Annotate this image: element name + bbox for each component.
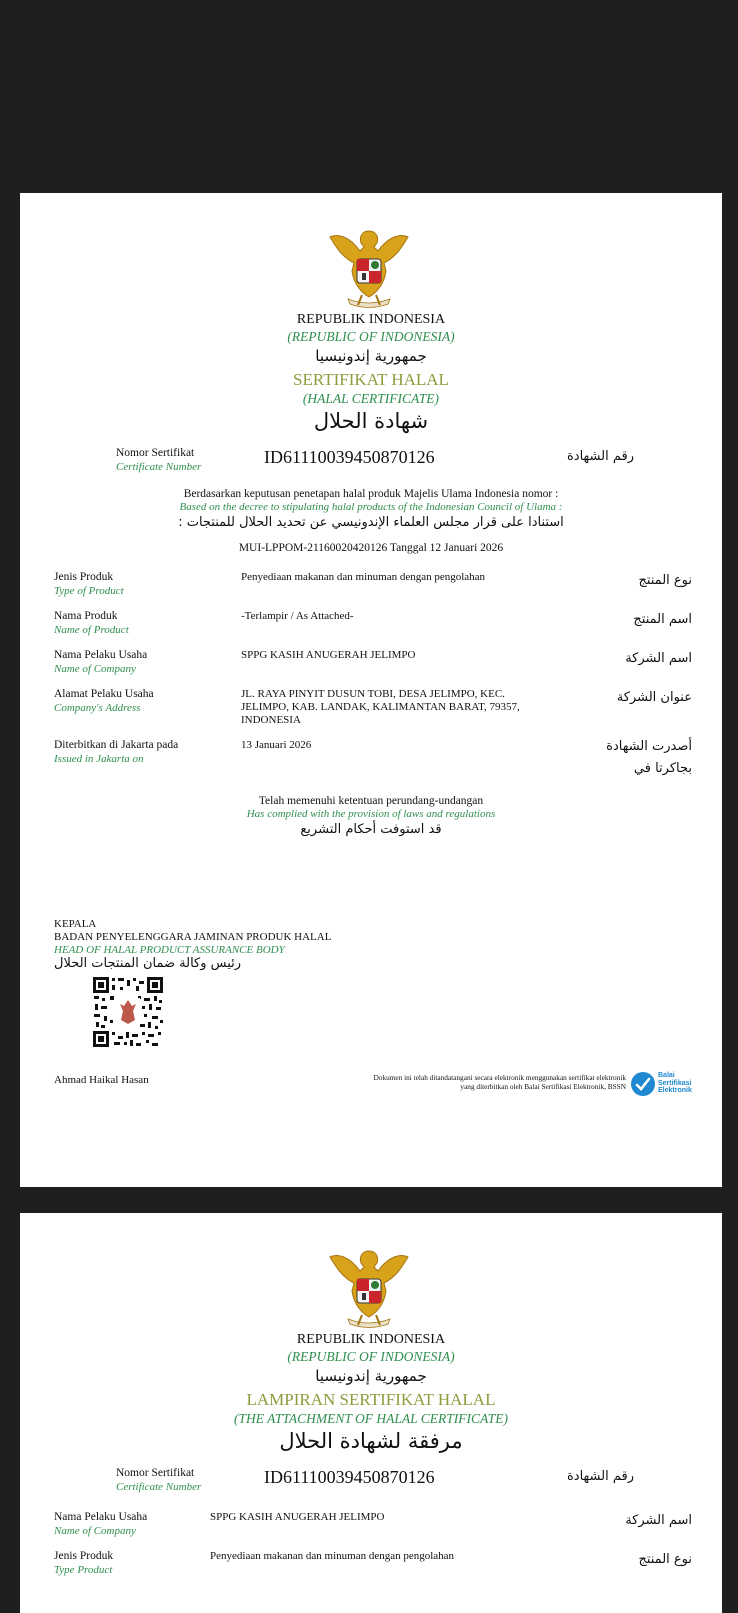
field-label-en: Type of Product	[54, 585, 124, 597]
field-value: INDONESIA	[241, 714, 301, 726]
country-name-ar: جمهورية إندونيسيا	[315, 1367, 427, 1385]
garuda-emblem-icon	[326, 225, 412, 311]
field-label-ar: أصدرت الشهادة	[606, 739, 692, 754]
field-label: Nama Produk	[54, 610, 118, 622]
signer-name: Ahmad Haikal Hasan	[54, 1074, 149, 1086]
field-value: JELIMPO, KAB. LANDAK, KALIMANTAN BARAT, 79357,	[241, 701, 520, 713]
certificate-page	[20, 193, 722, 1187]
head-title: KEPALA	[54, 918, 97, 930]
field-label-ar: اسم المنتج	[633, 612, 692, 627]
decree-text: Berdasarkan keputusan penetapan halal produk Majelis Ulama Indonesia nomor :	[183, 488, 559, 500]
field-label-ar: عنوان الشركة	[616, 690, 692, 705]
field-value: 13 Januari 2026	[241, 739, 312, 751]
field-label-en: Issued in Jakarta on	[54, 753, 144, 765]
bsre-logo-icon	[630, 1071, 656, 1097]
field-label: Jenis Produk	[54, 1550, 114, 1562]
cert-number-label-en: Certificate Number	[116, 461, 202, 473]
page-title-ar: شهادة الحلال	[313, 409, 429, 433]
page-title-ar: مرفقة لشهادة الحلال	[279, 1429, 463, 1453]
field-label: Alamat Pelaku Usaha	[54, 688, 154, 700]
field-label-en: Name of Product	[54, 624, 129, 636]
field-value: -Terlampir / As Attached-	[241, 610, 354, 622]
country-name-ar: جمهورية إندونيسيا	[315, 347, 427, 365]
decree-number: MUI-LPPOM-21160020420126 Tanggal 12 Januari 2026	[238, 542, 504, 554]
decree-text-en: Based on the decree to stipulating halal products of the Indonesian Council of Ulama :	[179, 501, 563, 513]
field-label: Diterbitkan di Jakarta pada	[54, 739, 179, 751]
garuda-emblem-icon	[326, 1245, 412, 1331]
field-label-ar: نوع المنتج	[638, 573, 692, 588]
head-body: BADAN PENYELENGGARA JAMINAN PRODUK HALAL	[54, 931, 332, 943]
cert-number-label-en: Certificate Number	[116, 1481, 202, 1493]
bsre-logo-text	[658, 1072, 692, 1095]
country-name-en: (REPUBLIC OF INDONESIA)	[287, 329, 455, 344]
field-value: Penyediaan makanan dan minuman dengan pengolahan	[241, 571, 486, 583]
field-label-en: Name of Company	[54, 663, 136, 675]
compliance-text-ar: قد استوفت أحكام التشريع	[300, 822, 442, 837]
cert-number-label-ar: رقم الشهادة	[567, 449, 634, 464]
compliance-text-en: Has complied with the provision of laws and regulations	[246, 808, 496, 820]
bsre-text-line: Sertifikasi	[658, 1079, 692, 1087]
cert-number: ID61110039450870126	[264, 1467, 435, 1487]
qr-code-icon	[92, 976, 164, 1048]
cert-number-label-ar: رقم الشهادة	[567, 1469, 634, 1484]
country-name-en: (REPUBLIC OF INDONESIA)	[287, 1349, 455, 1364]
head-body-ar: رئيس وكالة ضمان المنتجات الحلال	[54, 956, 242, 971]
bsre-text-line: Elektronik	[658, 1087, 692, 1094]
field-value: Penyediaan makanan dan minuman dengan pengolahan	[210, 1550, 455, 1562]
page-title-en: (THE ATTACHMENT OF HALAL CERTIFICATE)	[233, 1411, 509, 1426]
cert-number: ID61110039450870126	[264, 447, 435, 467]
head-body-en: HEAD OF HALAL PRODUCT ASSURANCE BODY	[54, 944, 285, 956]
cert-number-label: Nomor Sertifikat	[116, 447, 195, 459]
bsre-text-line: Balai	[658, 1072, 675, 1079]
field-label-ar: اسم الشركة	[625, 651, 692, 666]
field-label-en: Company's Address	[54, 702, 141, 714]
decree-text-ar: استنادا على قرار مجلس العلماء الإندونيسي عن تحديد الحلال للمنتجات :	[178, 515, 564, 530]
field-value: SPPG KASIH ANUGERAH JELIMPO	[210, 1511, 385, 1523]
esign-note: yang diterbitkan oleh Balai Sertifikasi Elektronik, BSSN	[460, 1082, 626, 1091]
country-name: REPUBLIK INDONESIA	[296, 1332, 446, 1347]
country-name: REPUBLIK INDONESIA	[296, 312, 446, 327]
field-label-ar: نوع المنتج	[638, 1552, 692, 1567]
field-value: SPPG KASIH ANUGERAH JELIMPO	[241, 649, 416, 661]
esign-note: Dokumen ini telah ditandatangani secara elektronik menggunakan sertifikat elektronik	[373, 1073, 626, 1082]
field-label: Nama Pelaku Usaha	[54, 649, 148, 661]
field-label-en: Type Product	[54, 1564, 113, 1576]
page-title-en: (HALAL CERTIFICATE)	[302, 391, 440, 406]
field-label-en: Name of Company	[54, 1525, 136, 1537]
field-label-ar: بجاكرتا في	[633, 761, 692, 776]
attachment-page	[20, 1213, 722, 1613]
field-label: Nama Pelaku Usaha	[54, 1511, 148, 1523]
page-title: SERTIFIKAT HALAL	[293, 370, 449, 389]
field-label-ar: اسم الشركة	[625, 1513, 692, 1528]
field-value: JL. RAYA PINYIT DUSUN TOBI, DESA JELIMPO, KEC.	[241, 688, 505, 700]
page-title: LAMPIRAN SERTIFIKAT HALAL	[246, 1390, 496, 1409]
compliance-text: Telah memenuhi ketentuan perundang-undangan	[258, 795, 484, 807]
field-label: Jenis Produk	[54, 571, 114, 583]
cert-number-label: Nomor Sertifikat	[116, 1467, 195, 1479]
